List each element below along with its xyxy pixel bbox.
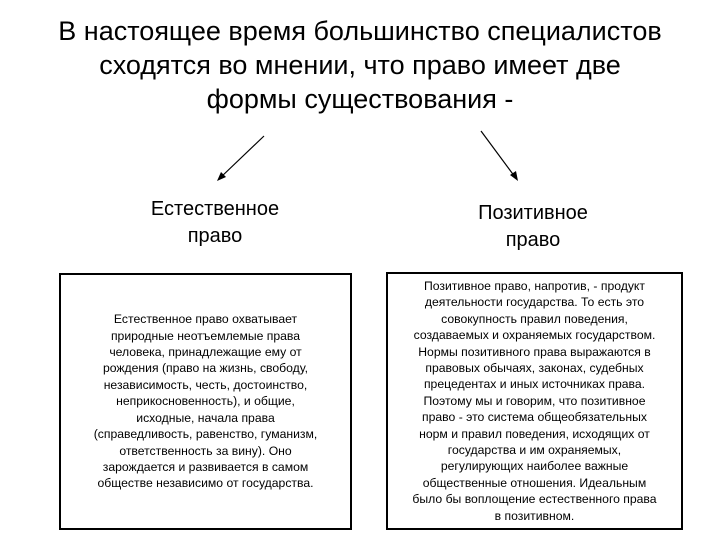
text-line: Поэтому мы и говорим, что позитивное [423, 393, 646, 408]
natural-law-heading [120, 196, 310, 250]
text-line: Нормы позитивного права выражаются в [418, 344, 651, 359]
text-line: норм и правил поведения, исходящих от [419, 426, 650, 441]
positive-law-text [412, 278, 656, 524]
heading-line: Естественное [150, 198, 280, 220]
text-line: государства и им охраняемых, [447, 443, 622, 458]
text-line: исходные, начала права [136, 410, 275, 425]
text-line: ответственность за вину). Оно [119, 443, 292, 458]
arrow-right [481, 131, 518, 181]
text-line: независимость, честь, достоинство, [103, 377, 308, 392]
text-line: деятельности государства. То есть это [424, 295, 645, 310]
heading-line: право [505, 229, 561, 251]
text-line: обществе независимо от государства. [97, 476, 314, 491]
positive-law-heading [438, 200, 628, 254]
text-line: было бы воплощение естественного права [412, 492, 657, 507]
title-line: формы существования - [206, 84, 514, 114]
text-line: правовых обычаях, законах, судебных [425, 360, 644, 375]
text-line: общественные отношения. Идеальным [422, 475, 647, 490]
text-line: рождения (право на жизнь, свободу, [102, 361, 309, 376]
text-line: неприкосновенность), и общие, [116, 394, 295, 409]
natural-law-text [94, 311, 318, 491]
text-line: право - это система общеобязательных [422, 410, 647, 425]
text-line: зарождается и развивается в самом [102, 459, 309, 474]
text-line: (справедливость, равенство, гуманизм, [93, 427, 318, 442]
text-line: прецедентах и иных источниках права. [423, 377, 646, 392]
arrow-left [217, 136, 264, 181]
text-line: регулирующих наиболее важные [440, 459, 629, 474]
title-line: сходятся во мнении, что право имеет две [99, 50, 621, 80]
text-line: Позитивное право, напротив, - продукт [423, 278, 645, 293]
title-line: В настоящее время большинство специалистов [58, 16, 662, 46]
text-line: человека, принадлежащие ему от [109, 345, 302, 360]
positive-law-box [386, 272, 683, 530]
natural-law-box [59, 273, 352, 530]
text-line: создаваемых и охраняемых государством. [413, 328, 656, 343]
heading-line: право [187, 225, 243, 247]
text-line: совокупность правил поведения, [441, 311, 628, 326]
text-line: Естественное право охватывает [113, 312, 298, 327]
text-line: природные неотъемлемые права [110, 328, 301, 343]
heading-line: Позитивное [478, 202, 588, 224]
text-line: в позитивном. [494, 508, 575, 523]
